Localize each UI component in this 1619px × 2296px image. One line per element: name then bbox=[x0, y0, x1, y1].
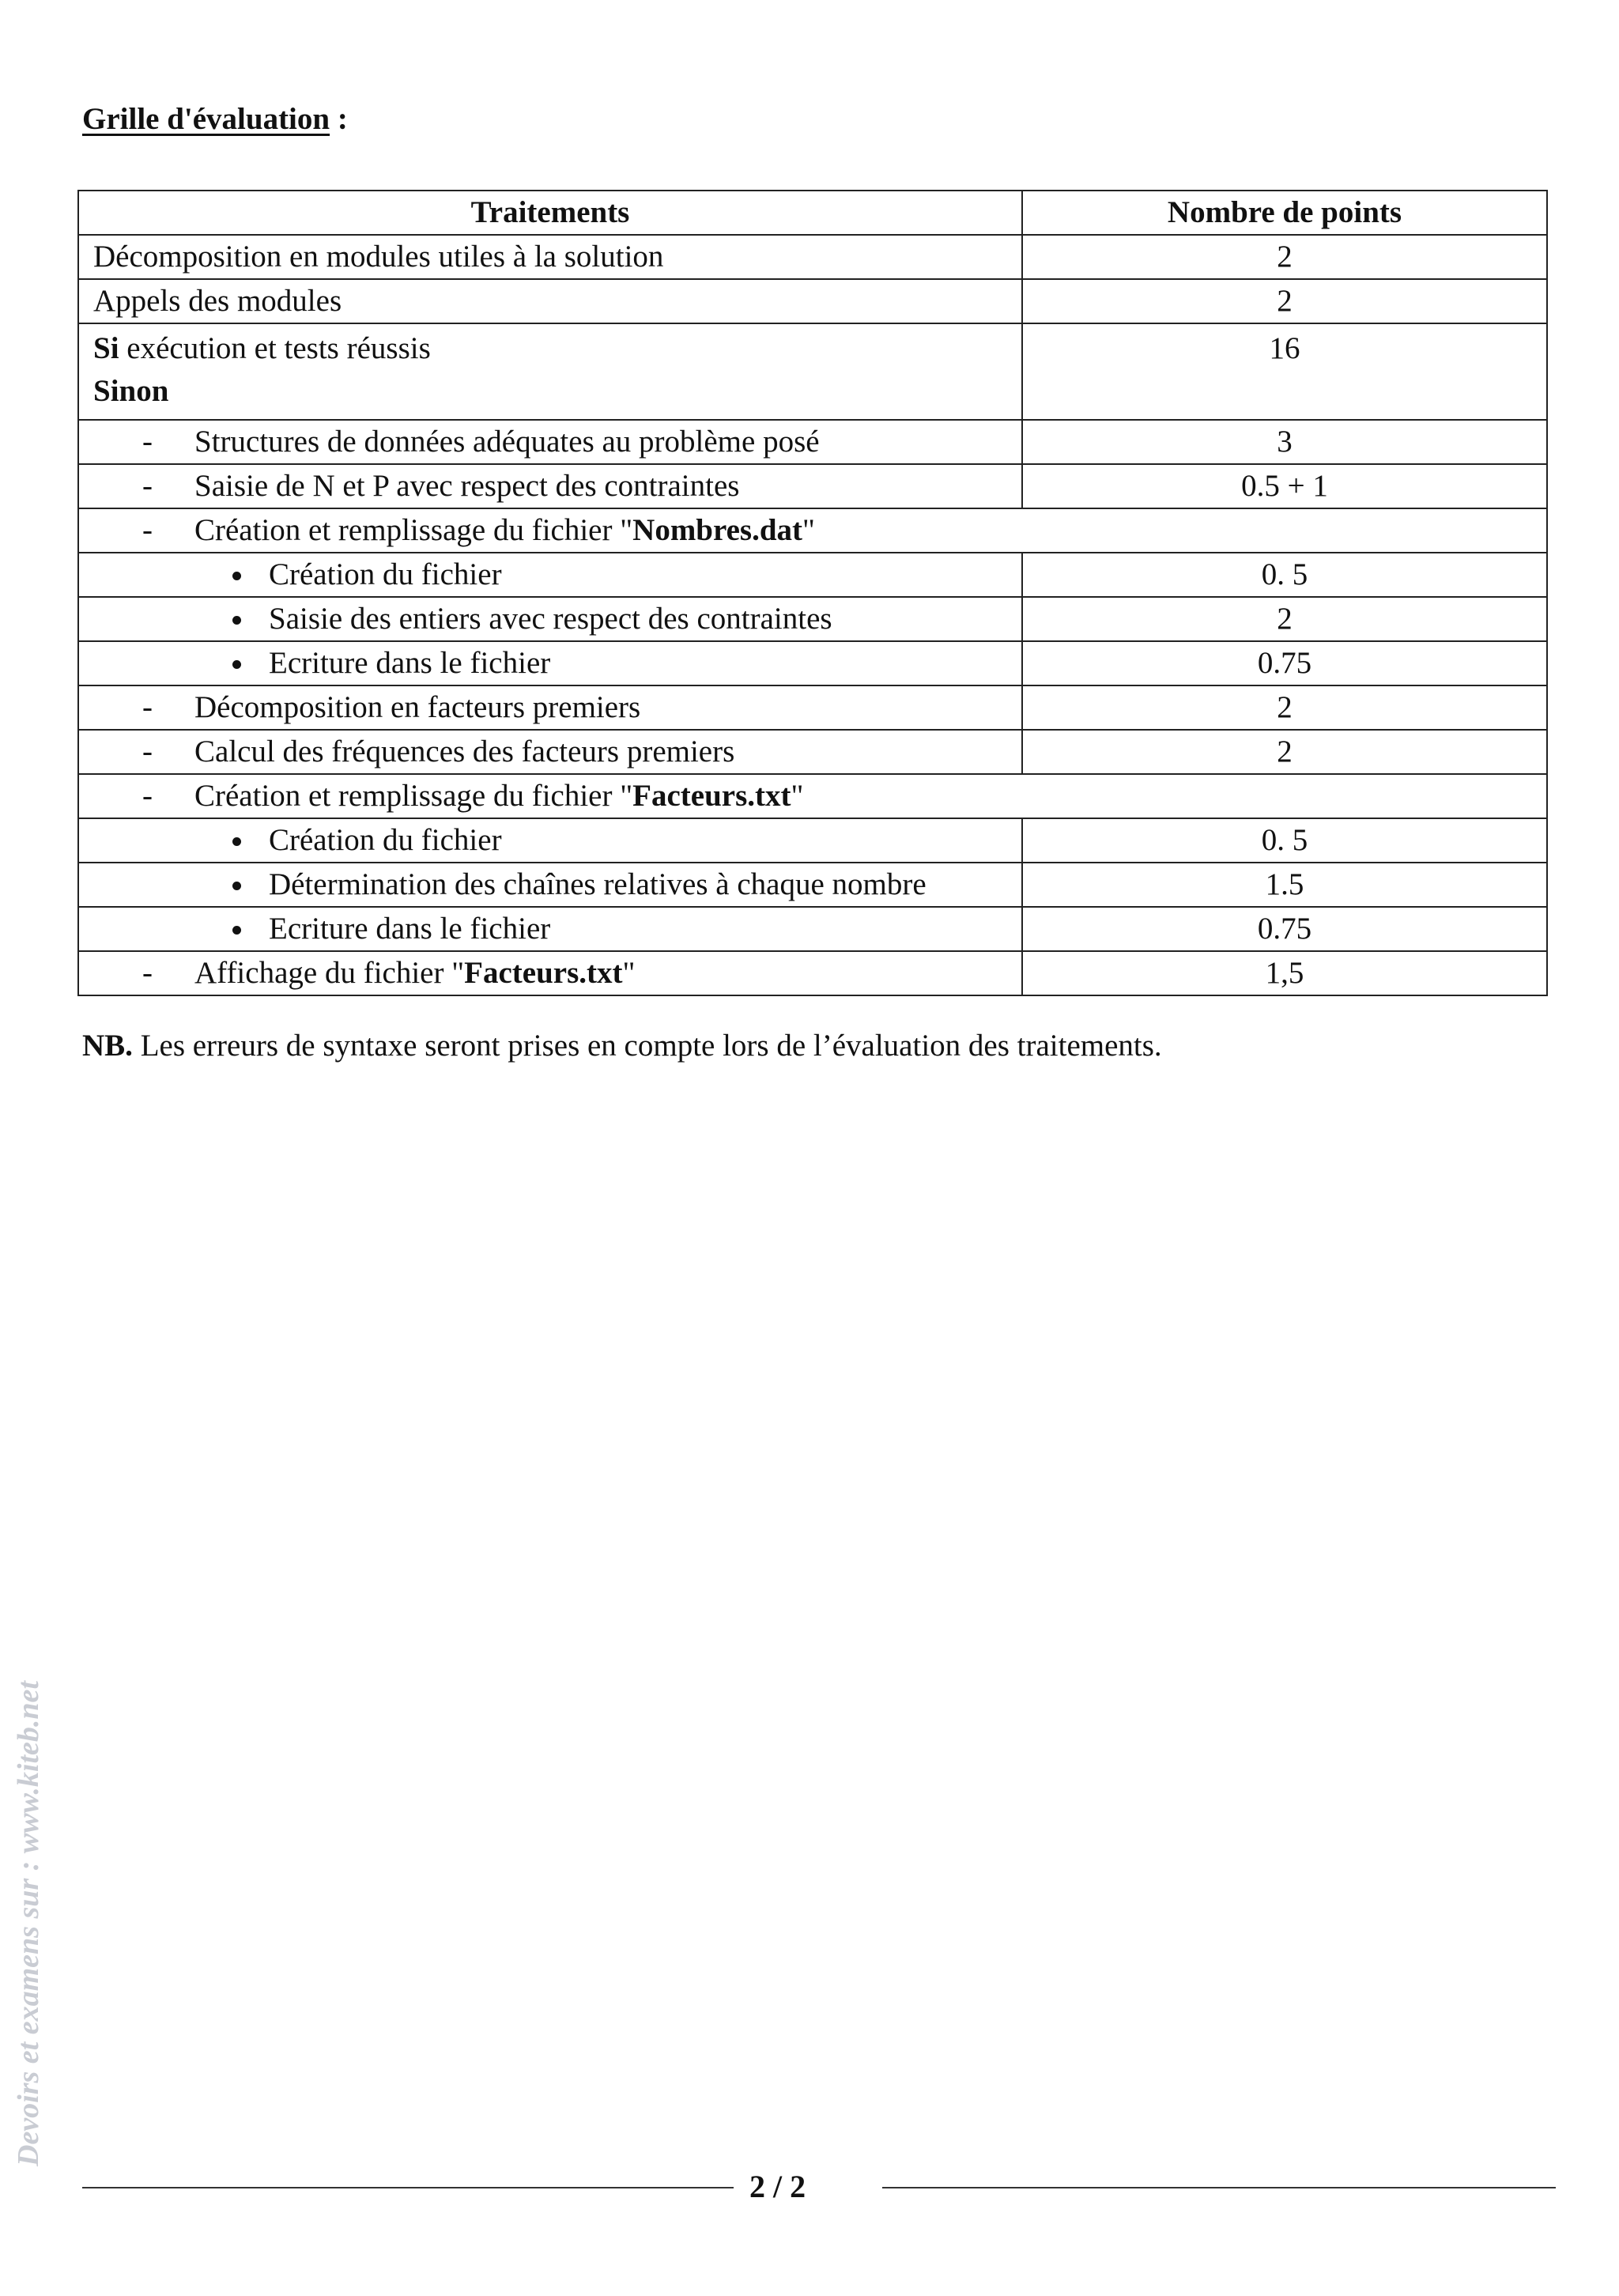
table-header-row bbox=[78, 191, 1547, 235]
row-label bbox=[78, 863, 1022, 907]
label-text: Ecriture dans le fichier bbox=[269, 646, 551, 680]
table-row bbox=[78, 774, 1547, 818]
evaluation-grid bbox=[77, 190, 1548, 996]
row-label bbox=[78, 685, 1022, 730]
table-row bbox=[78, 730, 1547, 774]
row-label: Décomposition en modules utiles à la solution bbox=[78, 235, 1022, 279]
row-label bbox=[78, 907, 1022, 951]
label-end: " bbox=[622, 956, 636, 990]
watermark: Devoirs et examens sur : www.kiteb.net bbox=[12, 1681, 45, 2166]
label-text: Affichage du fichier " bbox=[194, 956, 465, 990]
title-text: Grille d'évaluation bbox=[82, 102, 330, 136]
table-row bbox=[78, 420, 1547, 464]
table-row bbox=[78, 907, 1547, 951]
row-points: 1,5 bbox=[1022, 951, 1547, 995]
row-points: 2 bbox=[1022, 685, 1547, 730]
header-traitements: Traitements bbox=[78, 191, 1022, 235]
row-points: 2 bbox=[1022, 597, 1547, 641]
row-points: 16 bbox=[1022, 323, 1547, 420]
row-label bbox=[78, 464, 1022, 508]
table-row bbox=[78, 863, 1547, 907]
label-text: Ecriture dans le fichier bbox=[269, 912, 551, 946]
row-points: 2 bbox=[1022, 730, 1547, 774]
row-label bbox=[78, 420, 1022, 464]
note-prefix: NB. bbox=[82, 1029, 133, 1063]
file-name: Nombres.dat bbox=[632, 513, 803, 547]
label-text: Structures de données adéquates au problème posé bbox=[194, 425, 820, 459]
table-row bbox=[78, 951, 1547, 995]
label-text: Saisie des entiers avec respect des contraintes bbox=[269, 602, 832, 636]
row-label-merged bbox=[78, 774, 1547, 818]
label-text: Création et remplissage du fichier " bbox=[194, 779, 633, 813]
table-row bbox=[78, 818, 1547, 863]
row-points: 0.75 bbox=[1022, 907, 1547, 951]
row-points: 0. 5 bbox=[1022, 818, 1547, 863]
note bbox=[82, 1028, 1162, 1063]
table-row bbox=[78, 685, 1547, 730]
row-label-merged bbox=[78, 508, 1547, 553]
row-points: 2 bbox=[1022, 279, 1547, 323]
row-label bbox=[78, 553, 1022, 597]
title-suffix: : bbox=[330, 102, 348, 136]
label-text: Création et remplissage du fichier " bbox=[194, 513, 633, 547]
table-row bbox=[78, 641, 1547, 685]
row-points: 0.75 bbox=[1022, 641, 1547, 685]
footer-rule-right bbox=[882, 2187, 1556, 2188]
table-row bbox=[78, 597, 1547, 641]
row-label bbox=[78, 730, 1022, 774]
row-label bbox=[78, 323, 1022, 420]
label-text: Calcul des fréquences des facteurs premiers bbox=[194, 734, 735, 768]
row-points: 2 bbox=[1022, 235, 1547, 279]
table-row bbox=[78, 323, 1547, 420]
note-text: Les erreurs de syntaxe seront prises en compte lors de l’évaluation des traitements. bbox=[132, 1029, 1162, 1063]
label-end: " bbox=[791, 779, 804, 813]
header-points: Nombre de points bbox=[1022, 191, 1547, 235]
table-row bbox=[78, 235, 1547, 279]
label-si: Si bbox=[93, 331, 119, 365]
label-text: Création du fichier bbox=[269, 823, 502, 857]
label-text: exécution et tests réussis bbox=[119, 331, 431, 365]
label-text: Décomposition en facteurs premiers bbox=[194, 690, 641, 724]
label-text: Saisie de N et P avec respect des contraintes bbox=[194, 469, 740, 503]
table-row bbox=[78, 508, 1547, 553]
table-row bbox=[78, 279, 1547, 323]
row-label bbox=[78, 641, 1022, 685]
file-name: Facteurs.txt bbox=[632, 779, 791, 813]
label-text: Détermination des chaînes relatives à chaque nombre bbox=[269, 867, 926, 901]
row-label bbox=[78, 818, 1022, 863]
row-label bbox=[78, 951, 1022, 995]
label-end: " bbox=[802, 513, 815, 547]
page-title bbox=[82, 101, 348, 137]
row-points: 3 bbox=[1022, 420, 1547, 464]
table-row bbox=[78, 464, 1547, 508]
row-label: Appels des modules bbox=[78, 279, 1022, 323]
label-text: Création du fichier bbox=[269, 557, 502, 591]
label-sinon: Sinon bbox=[93, 374, 169, 408]
page-number: 2 / 2 bbox=[749, 2169, 806, 2204]
table-row bbox=[78, 553, 1547, 597]
row-points: 0. 5 bbox=[1022, 553, 1547, 597]
row-points: 1.5 bbox=[1022, 863, 1547, 907]
row-label bbox=[78, 597, 1022, 641]
footer-rule-left bbox=[82, 2187, 734, 2188]
file-name: Facteurs.txt bbox=[464, 956, 623, 990]
row-points: 0.5 + 1 bbox=[1022, 464, 1547, 508]
